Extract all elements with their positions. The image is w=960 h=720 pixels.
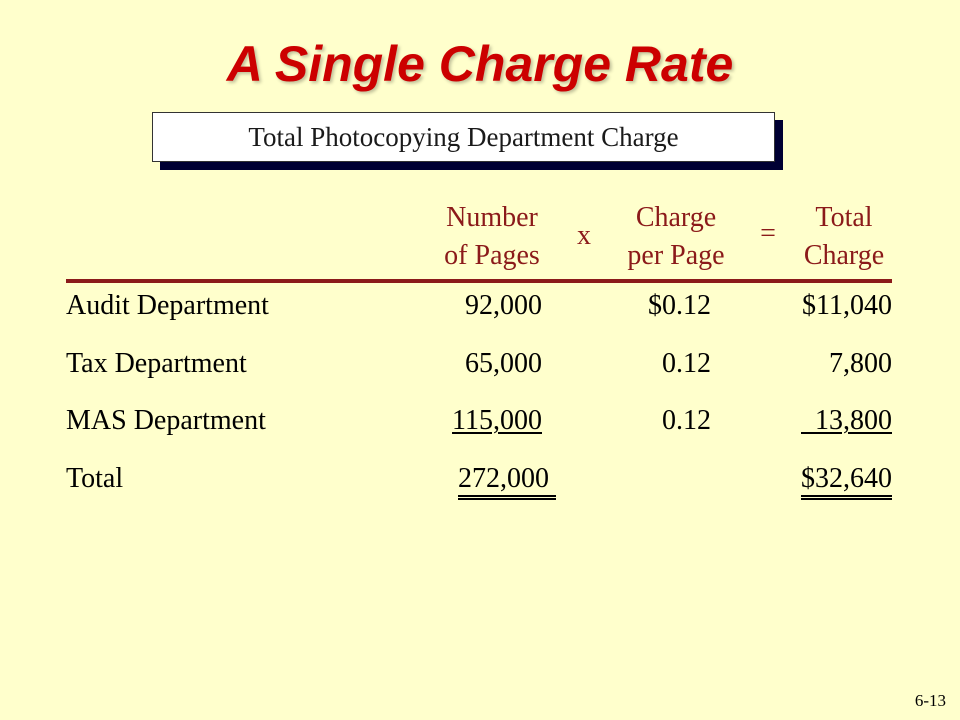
row-mas-charge-text: 13,800 bbox=[815, 405, 892, 436]
row-audit-charge: $11,040 bbox=[802, 290, 892, 321]
row-tax-pages: 65,000 bbox=[465, 348, 542, 379]
header-charge-line1: Total bbox=[815, 202, 873, 233]
header-rate-line1: Charge bbox=[635, 202, 717, 233]
row-tax-charge: 7,800 bbox=[829, 348, 892, 379]
row-audit-pages: 92,000 bbox=[465, 290, 542, 321]
row-total-pages bbox=[458, 462, 556, 496]
row-mas-pages bbox=[452, 404, 542, 438]
row-total-charge-value: $32,640 bbox=[801, 463, 892, 500]
header-rate-line2: per Page bbox=[627, 240, 725, 271]
row-total-pages-text: 272,000 bbox=[458, 463, 549, 494]
row-mas-rate: 0.12 bbox=[662, 405, 711, 436]
header-rule bbox=[66, 279, 892, 283]
row-mas-pages-value: 115,000 bbox=[452, 405, 542, 436]
row-total-label: Total bbox=[66, 463, 124, 494]
row-mas-label: MAS Department bbox=[66, 405, 266, 436]
header-pages-line1: Number bbox=[446, 202, 538, 233]
row-audit-label: Audit Department bbox=[66, 290, 269, 321]
slide-title: A Single Charge Rate bbox=[226, 36, 734, 92]
header-charge-line2: Charge bbox=[803, 240, 885, 271]
slide-number: 6-13 bbox=[914, 691, 946, 710]
equals-symbol: = bbox=[760, 218, 776, 249]
row-tax-label: Tax Department bbox=[66, 348, 247, 379]
header-pages-line2: of Pages bbox=[444, 240, 540, 271]
row-total-pages-value bbox=[458, 463, 556, 500]
row-total-charge bbox=[801, 462, 892, 496]
row-mas-charge-value bbox=[801, 405, 892, 436]
subtitle-box: Total Photocopying Department Charge bbox=[152, 112, 775, 162]
row-tax-rate: 0.12 bbox=[662, 348, 711, 379]
header-total-charge bbox=[782, 199, 906, 275]
header-number-of-pages bbox=[420, 199, 564, 275]
times-symbol: x bbox=[577, 220, 591, 251]
row-audit-rate: $0.12 bbox=[648, 290, 711, 321]
header-charge-per-page bbox=[606, 199, 746, 275]
row-mas-charge bbox=[801, 404, 892, 438]
